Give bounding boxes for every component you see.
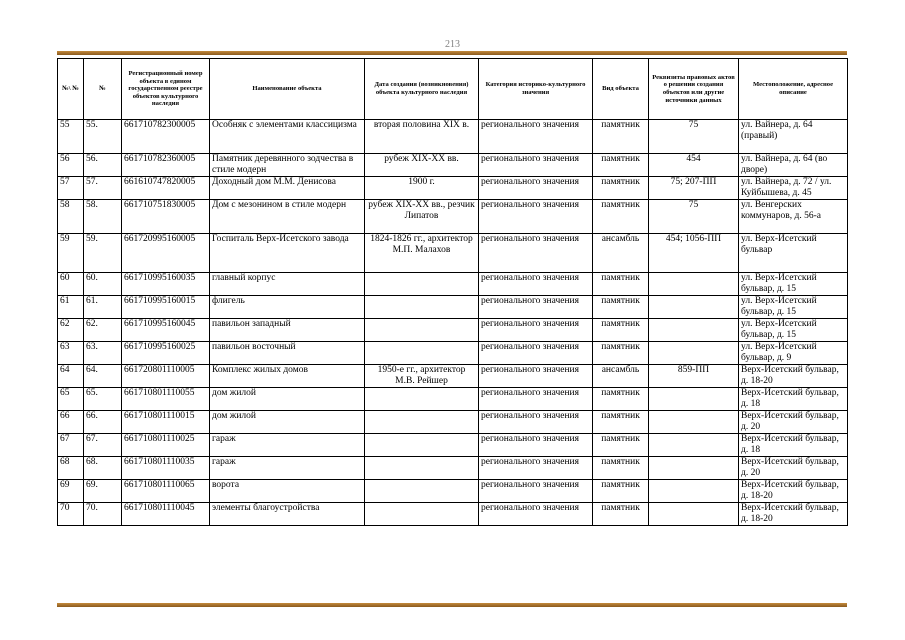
object-name-cell: главный корпус — [210, 273, 365, 296]
object-name-cell: павильон западный — [210, 319, 365, 342]
legal-acts-cell — [649, 503, 739, 526]
row-number-cell: 70. — [84, 503, 122, 526]
category-cell: регионального значения — [479, 177, 593, 200]
category-cell: регионального значения — [479, 503, 593, 526]
object-kind-cell: памятник — [593, 434, 649, 457]
object-name-cell: флигель — [210, 296, 365, 319]
address-cell: ул. Вайнера, д. 72 / ул. Куйбышева, д. 45 — [739, 177, 848, 200]
category-cell: регионального значения — [479, 154, 593, 177]
row-index-cell: 59 — [58, 234, 84, 273]
table-row — [58, 388, 848, 411]
object-name-cell: Доходный дом М.М. Денисова — [210, 177, 365, 200]
category-cell: регионального значения — [479, 319, 593, 342]
creation-date-cell — [365, 296, 479, 319]
address-cell: ул. Верх-Исетский бульвар, д. 15 — [739, 273, 848, 296]
category-cell: регионального значения — [479, 296, 593, 319]
legal-acts-cell: 75 — [649, 200, 739, 234]
row-index-cell: 56 — [58, 154, 84, 177]
object-name-cell: элементы благоустройства — [210, 503, 365, 526]
object-kind-cell: памятник — [593, 154, 649, 177]
table-row — [58, 457, 848, 480]
object-name-cell: Памятник деревянного зодчества в стиле модерн — [210, 154, 365, 177]
registration-number-cell: 661710995160025 — [122, 342, 210, 365]
address-cell: ул. Вайнера, д. 64 (во дворе) — [739, 154, 848, 177]
top-rule — [57, 51, 847, 55]
category-cell: регионального значения — [479, 273, 593, 296]
header-cell: Регистрационный номер объекта в едином государственном реестре объектов культурного наследия — [122, 59, 210, 120]
legal-acts-cell — [649, 296, 739, 319]
object-kind-cell: памятник — [593, 273, 649, 296]
category-cell: регионального значения — [479, 234, 593, 273]
legal-acts-cell: 75; 207-ПП — [649, 177, 739, 200]
creation-date-cell: вторая половина XIX в. — [365, 120, 479, 154]
table-row — [58, 154, 848, 177]
legal-acts-cell — [649, 273, 739, 296]
category-cell: регионального значения — [479, 200, 593, 234]
row-number-cell: 69. — [84, 480, 122, 503]
legal-acts-cell — [649, 457, 739, 480]
registration-number-cell: 661710751830005 — [122, 200, 210, 234]
row-number-cell: 60. — [84, 273, 122, 296]
category-cell: регионального значения — [479, 120, 593, 154]
row-number-cell: 61. — [84, 296, 122, 319]
bottom-rule — [57, 603, 847, 607]
registration-number-cell: 661710995160045 — [122, 319, 210, 342]
header-cell: Наименование объекта — [210, 59, 365, 120]
object-name-cell: ворота — [210, 480, 365, 503]
row-number-cell: 64. — [84, 365, 122, 388]
creation-date-cell: 1824-1826 гг., архитектор М.П. Малахов — [365, 234, 479, 273]
registration-number-cell: 661610747820005 — [122, 177, 210, 200]
row-index-cell: 65 — [58, 388, 84, 411]
address-cell: ул. Верх-Исетский бульвар — [739, 234, 848, 273]
address-cell: Верх-Исетский бульвар, д. 18-20 — [739, 480, 848, 503]
legal-acts-cell — [649, 342, 739, 365]
category-cell: регионального значения — [479, 480, 593, 503]
legal-acts-cell — [649, 411, 739, 434]
object-kind-cell: памятник — [593, 342, 649, 365]
object-kind-cell: памятник — [593, 319, 649, 342]
object-kind-cell: памятник — [593, 296, 649, 319]
table-row — [58, 365, 848, 388]
registration-number-cell: 661710995160035 — [122, 273, 210, 296]
table-row — [58, 342, 848, 365]
registration-number-cell: 661710801110025 — [122, 434, 210, 457]
legal-acts-cell — [649, 480, 739, 503]
row-number-cell: 59. — [84, 234, 122, 273]
row-index-cell: 61 — [58, 296, 84, 319]
table-row — [58, 120, 848, 154]
registration-number-cell: 661720995160005 — [122, 234, 210, 273]
object-name-cell: Особняк с элементами классицизма — [210, 120, 365, 154]
page-number: 213 — [445, 39, 460, 50]
row-index-cell: 63 — [58, 342, 84, 365]
header-cell: Вид объекта — [593, 59, 649, 120]
address-cell: Верх-Исетский бульвар, д. 18 — [739, 434, 848, 457]
address-cell: ул. Верх-Исетский бульвар, д. 15 — [739, 319, 848, 342]
creation-date-cell — [365, 411, 479, 434]
legal-acts-cell — [649, 319, 739, 342]
object-kind-cell: ансамбль — [593, 234, 649, 273]
creation-date-cell — [365, 457, 479, 480]
object-kind-cell: памятник — [593, 200, 649, 234]
creation-date-cell — [365, 388, 479, 411]
row-index-cell: 68 — [58, 457, 84, 480]
table-row — [58, 319, 848, 342]
row-index-cell: 66 — [58, 411, 84, 434]
row-index-cell: 60 — [58, 273, 84, 296]
table-row — [58, 503, 848, 526]
header-cell: Дата создания (возникновения) объекта культурного наследия — [365, 59, 479, 120]
address-cell: Верх-Исетский бульвар, д. 20 — [739, 457, 848, 480]
category-cell: регионального значения — [479, 457, 593, 480]
object-name-cell: гараж — [210, 434, 365, 457]
creation-date-cell — [365, 503, 479, 526]
row-index-cell: 62 — [58, 319, 84, 342]
creation-date-cell: 1900 г. — [365, 177, 479, 200]
row-index-cell: 67 — [58, 434, 84, 457]
row-number-cell: 62. — [84, 319, 122, 342]
object-name-cell: павильон восточный — [210, 342, 365, 365]
registration-number-cell: 661710801110045 — [122, 503, 210, 526]
header-cell: Категория историко-культурного значения — [479, 59, 593, 120]
header-cell: №\ № — [58, 59, 84, 120]
address-cell: ул. Венгерских коммунаров, д. 56-а — [739, 200, 848, 234]
header-cell: № — [84, 59, 122, 120]
table-row — [58, 273, 848, 296]
registration-number-cell: 661710995160015 — [122, 296, 210, 319]
row-index-cell: 69 — [58, 480, 84, 503]
address-cell: Верх-Исетский бульвар, д. 18-20 — [739, 365, 848, 388]
registration-number-cell: 661710782360005 — [122, 154, 210, 177]
object-name-cell: гараж — [210, 457, 365, 480]
table-row — [58, 296, 848, 319]
legal-acts-cell: 454; 1056-ПП — [649, 234, 739, 273]
creation-date-cell — [365, 434, 479, 457]
registration-number-cell: 661710801110015 — [122, 411, 210, 434]
object-kind-cell: памятник — [593, 457, 649, 480]
table-row — [58, 234, 848, 273]
row-index-cell: 64 — [58, 365, 84, 388]
creation-date-cell — [365, 342, 479, 365]
row-index-cell: 58 — [58, 200, 84, 234]
legal-acts-cell: 75 — [649, 120, 739, 154]
object-name-cell: Комплекс жилых домов — [210, 365, 365, 388]
row-number-cell: 55. — [84, 120, 122, 154]
address-cell: ул. Вайнера, д. 64 (правый) — [739, 120, 848, 154]
row-index-cell: 70 — [58, 503, 84, 526]
row-number-cell: 67. — [84, 434, 122, 457]
creation-date-cell: рубеж XIX-XX вв., резчик Липатов — [365, 200, 479, 234]
registration-number-cell: 661710801110065 — [122, 480, 210, 503]
table-row — [58, 480, 848, 503]
object-kind-cell: памятник — [593, 480, 649, 503]
registration-number-cell: 661720801110005 — [122, 365, 210, 388]
category-cell: регионального значения — [479, 388, 593, 411]
category-cell: регионального значения — [479, 342, 593, 365]
row-number-cell: 56. — [84, 154, 122, 177]
row-number-cell: 68. — [84, 457, 122, 480]
legal-acts-cell — [649, 434, 739, 457]
creation-date-cell — [365, 480, 479, 503]
row-index-cell: 57 — [58, 177, 84, 200]
address-cell: Верх-Исетский бульвар, д. 18-20 — [739, 503, 848, 526]
object-kind-cell: памятник — [593, 503, 649, 526]
address-cell: ул. Верх-Исетский бульвар, д. 15 — [739, 296, 848, 319]
header-cell: Местоположение, адресное описание — [739, 59, 848, 120]
row-number-cell: 58. — [84, 200, 122, 234]
category-cell: регионального значения — [479, 365, 593, 388]
object-name-cell: Дом с мезонином в стиле модерн — [210, 200, 365, 234]
object-name-cell: дом жилой — [210, 411, 365, 434]
table-row — [58, 411, 848, 434]
header-cell: Реквизиты правовых актов о решении создания объектов или другие источники данных — [649, 59, 739, 120]
creation-date-cell: рубеж XIX-XX вв. — [365, 154, 479, 177]
legal-acts-cell: 454 — [649, 154, 739, 177]
table-header-row — [58, 59, 848, 120]
row-number-cell: 57. — [84, 177, 122, 200]
address-cell: ул. Верх-Исетский бульвар, д. 9 — [739, 342, 848, 365]
heritage-table — [57, 58, 848, 526]
object-kind-cell: памятник — [593, 120, 649, 154]
object-kind-cell: памятник — [593, 411, 649, 434]
creation-date-cell: 1950-е гг., архитектор М.В. Рейшер — [365, 365, 479, 388]
address-cell: Верх-Исетский бульвар, д. 18 — [739, 388, 848, 411]
address-cell: Верх-Исетский бульвар, д. 20 — [739, 411, 848, 434]
object-name-cell: дом жилой — [210, 388, 365, 411]
table-row — [58, 434, 848, 457]
object-name-cell: Госпиталь Верх-Исетского завода — [210, 234, 365, 273]
registration-number-cell: 661710782300005 — [122, 120, 210, 154]
object-kind-cell: ансамбль — [593, 365, 649, 388]
row-number-cell: 65. — [84, 388, 122, 411]
creation-date-cell — [365, 273, 479, 296]
category-cell: регионального значения — [479, 434, 593, 457]
legal-acts-cell: 859-ПП — [649, 365, 739, 388]
registration-number-cell: 661710801110035 — [122, 457, 210, 480]
category-cell: регионального значения — [479, 411, 593, 434]
object-kind-cell: памятник — [593, 177, 649, 200]
registration-number-cell: 661710801110055 — [122, 388, 210, 411]
legal-acts-cell — [649, 388, 739, 411]
row-number-cell: 63. — [84, 342, 122, 365]
creation-date-cell — [365, 319, 479, 342]
object-kind-cell: памятник — [593, 388, 649, 411]
row-index-cell: 55 — [58, 120, 84, 154]
table-row — [58, 177, 848, 200]
row-number-cell: 66. — [84, 411, 122, 434]
table-row — [58, 200, 848, 234]
